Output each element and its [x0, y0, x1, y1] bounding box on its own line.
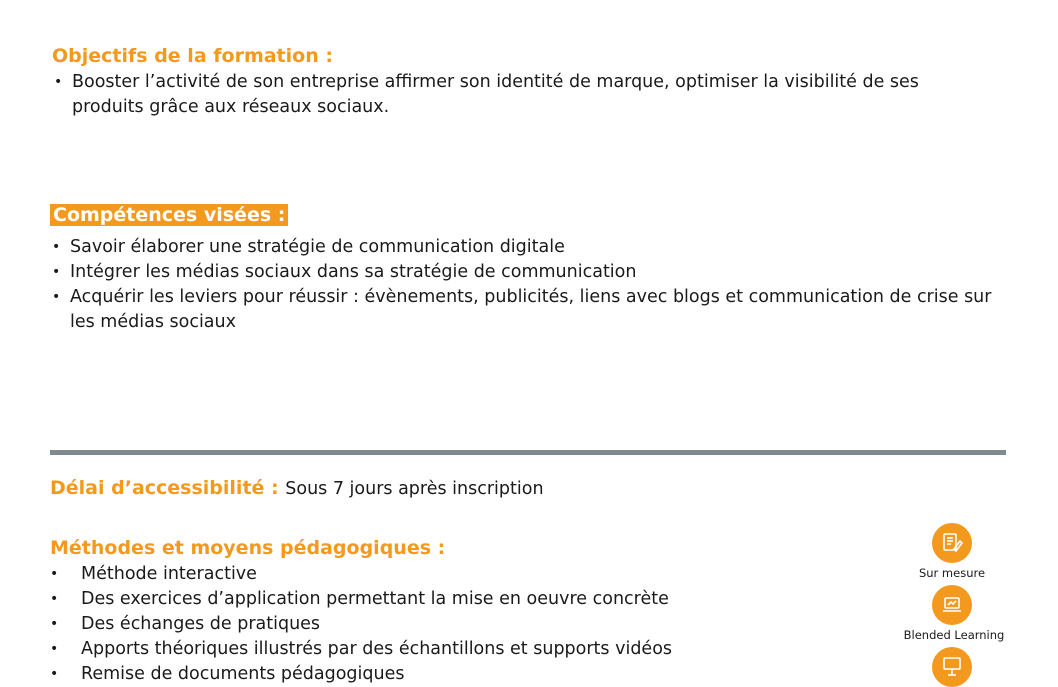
bullet-icon: • — [54, 74, 63, 90]
bullet-icon: • — [50, 641, 59, 657]
list-item: • Méthode interactive — [81, 562, 881, 587]
list-item: • Remise de documents pédagogiques — [81, 662, 881, 687]
objectifs-heading: Objectifs de la formation : — [52, 45, 333, 67]
list-item: • Des échanges de pratiques — [81, 612, 881, 637]
badge-label-blended: Blended Learning — [903, 628, 1005, 642]
list-item: • Intégrer les médias sociaux dans sa stratégie de communication — [70, 260, 1020, 285]
bullet-icon: • — [50, 566, 59, 582]
bullet-icon: • — [52, 264, 61, 280]
list-item: • Booster l’activité de son entreprise affirmer son identité de marque, optimiser la visibilité de ses produits grâce aux réseaux sociaux. — [54, 72, 919, 117]
methodes-heading: Méthodes et moyens pédagogiques : — [50, 537, 446, 559]
list-item: • Acquérir les leviers pour réussir : évènements, publicités, liens avec blogs et communication de crise sur les médias sociaux — [52, 287, 992, 332]
methodes-list — [50, 562, 881, 687]
bullet-icon: • — [50, 666, 59, 682]
list-item: • Savoir élaborer une stratégie de communication digitale — [70, 235, 1020, 260]
presentation-board-icon — [932, 647, 972, 687]
competences-heading — [50, 203, 288, 227]
bullet-icon: • — [50, 591, 59, 607]
delai-label: Délai d’accessibilité : — [50, 477, 279, 499]
document-pencil-icon — [932, 523, 972, 563]
delai-line — [50, 476, 544, 501]
bullet-icon: • — [50, 616, 59, 632]
laptop-chart-icon — [932, 585, 972, 625]
list-item: • Des exercices d’application permettant la mise en oeuvre concrète — [81, 587, 881, 612]
objectifs-list — [54, 70, 992, 120]
bullet-icon: • — [52, 239, 61, 255]
list-item: • Apports théoriques illustrés par des échantillons et supports vidéos — [81, 637, 881, 662]
bullet-icon: • — [52, 289, 61, 305]
competences-list — [52, 235, 1020, 335]
badge-label-sur-mesure: Sur mesure — [918, 566, 986, 580]
section-divider — [50, 450, 1006, 455]
competences-heading-text: Compétences visées : — [50, 204, 288, 226]
delai-value: Sous 7 jours après inscription — [285, 479, 544, 499]
